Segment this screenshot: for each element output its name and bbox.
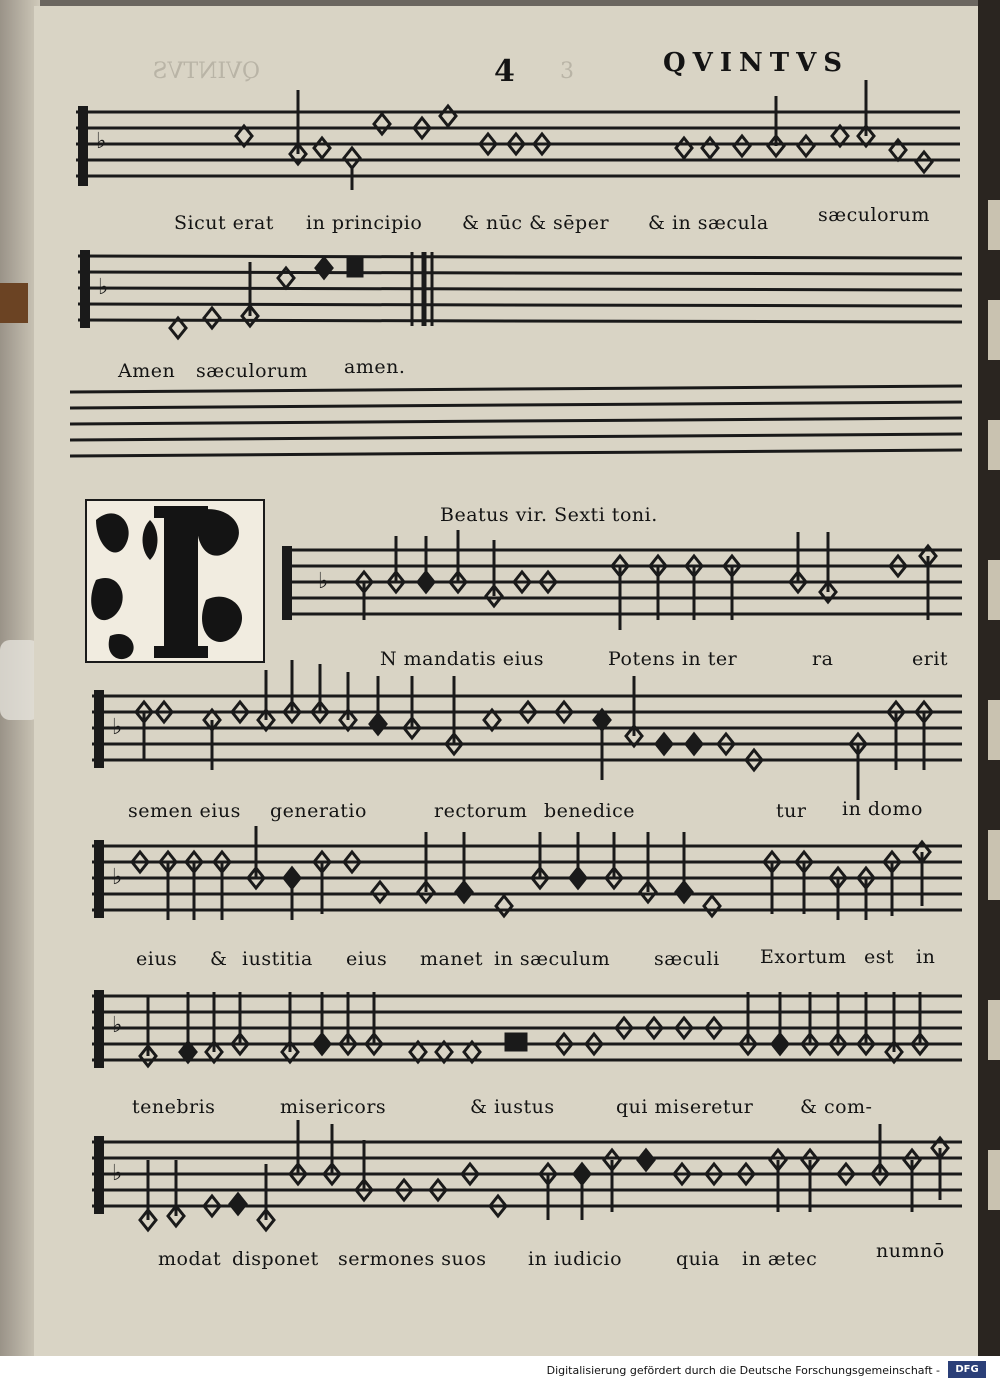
lyric-line-4-seg-2: Potens in ter	[608, 648, 738, 670]
lyric-line-1-seg-5: sæculorum	[818, 204, 930, 226]
svg-text:♭: ♭	[318, 569, 329, 594]
lyric-line-8-seg-6: in ætec	[742, 1248, 818, 1270]
lyric-line-1-seg-3: & nūc & sēper	[462, 212, 610, 234]
lyric-line-8-seg-2: disponet	[232, 1248, 319, 1270]
svg-text:♭: ♭	[98, 275, 109, 300]
lyric-line-6-seg-3: iustitia	[242, 948, 313, 970]
svg-text:♭: ♭	[112, 865, 123, 890]
lyric-line-8-seg-3: sermones suos	[338, 1248, 487, 1270]
lyric-line-4-seg-3: ra	[812, 648, 834, 670]
lyric-line-6-seg-10: in	[916, 946, 936, 968]
lyric-line-8-seg-7: numnō	[876, 1240, 945, 1262]
lyric-line-6-seg-1: eius	[136, 948, 178, 970]
bookmark-tab	[0, 283, 28, 323]
lyric-line-8-seg-4: in iudicio	[528, 1248, 623, 1270]
lyric-line-1-seg-4: & in sæcula	[648, 212, 769, 234]
svg-text:♭: ♭	[112, 715, 123, 740]
lyric-line-5-seg-1: semen eius	[128, 800, 241, 822]
lyric-line-5-seg-5: tur	[776, 800, 807, 822]
svg-text:♭: ♭	[112, 1013, 123, 1038]
lyric-line-5-seg-4: benedice	[544, 800, 636, 822]
lyric-line-1-seg-2: in principio	[306, 212, 423, 234]
lyric-line-7-seg-3: & iustus	[470, 1096, 555, 1118]
lyric-line-6-seg-9: est	[864, 946, 895, 968]
lyric-line-8-seg-5: quia	[676, 1248, 720, 1270]
lyric-line-5-seg-3: rectorum	[434, 800, 528, 822]
lyric-line-7-seg-5: & com-	[800, 1096, 873, 1118]
lyric-line-6-seg-2: &	[210, 948, 228, 970]
lyric-line-6-seg-5: manet	[420, 948, 483, 970]
svg-text:♭: ♭	[96, 129, 107, 154]
lyric-line-5-seg-2: generatio	[270, 800, 367, 822]
decorated-initial	[86, 500, 264, 662]
lyric-line-2-seg-2: sæculorum	[196, 360, 308, 382]
lyric-line-4-seg-4: erit	[912, 648, 949, 670]
lyric-line-2-seg-1: Amen	[118, 360, 176, 382]
svg-text:QVINTVS: QVINTVS	[152, 59, 260, 84]
lyric-line-5-seg-6: in domo	[842, 798, 923, 820]
piece-title: Beatus vir. Sexti toni.	[440, 504, 658, 526]
lyric-line-6-seg-4: eius	[346, 948, 388, 970]
lyric-line-6-seg-8: Exortum	[760, 946, 847, 968]
lyric-line-6-seg-6: in sæculum	[494, 948, 611, 970]
lyric-line-1-seg-1: Sicut erat	[174, 212, 274, 234]
lyric-line-8-seg-1: modat	[158, 1248, 222, 1270]
svg-text:3: 3	[560, 59, 574, 84]
funding-credit: Digitalisierung gefördert durch die Deutsche Forschungsgemeinschaft -	[546, 1364, 940, 1377]
page-number: 4	[494, 54, 515, 89]
lyric-line-4-seg-1: N mandatis eius	[380, 648, 545, 670]
lyric-line-6-seg-7: sæculi	[654, 948, 720, 970]
lyric-line-7-seg-2: misericors	[280, 1096, 387, 1118]
dfg-logo: DFG	[948, 1361, 986, 1378]
lyric-line-2-seg-3: amen.	[344, 356, 406, 378]
svg-text:♭: ♭	[112, 1161, 123, 1186]
running-head: QVINTVS	[663, 48, 850, 78]
lyric-line-7-seg-4: qui miseretur	[616, 1096, 754, 1118]
lyric-line-7-seg-1: tenebris	[132, 1096, 216, 1118]
